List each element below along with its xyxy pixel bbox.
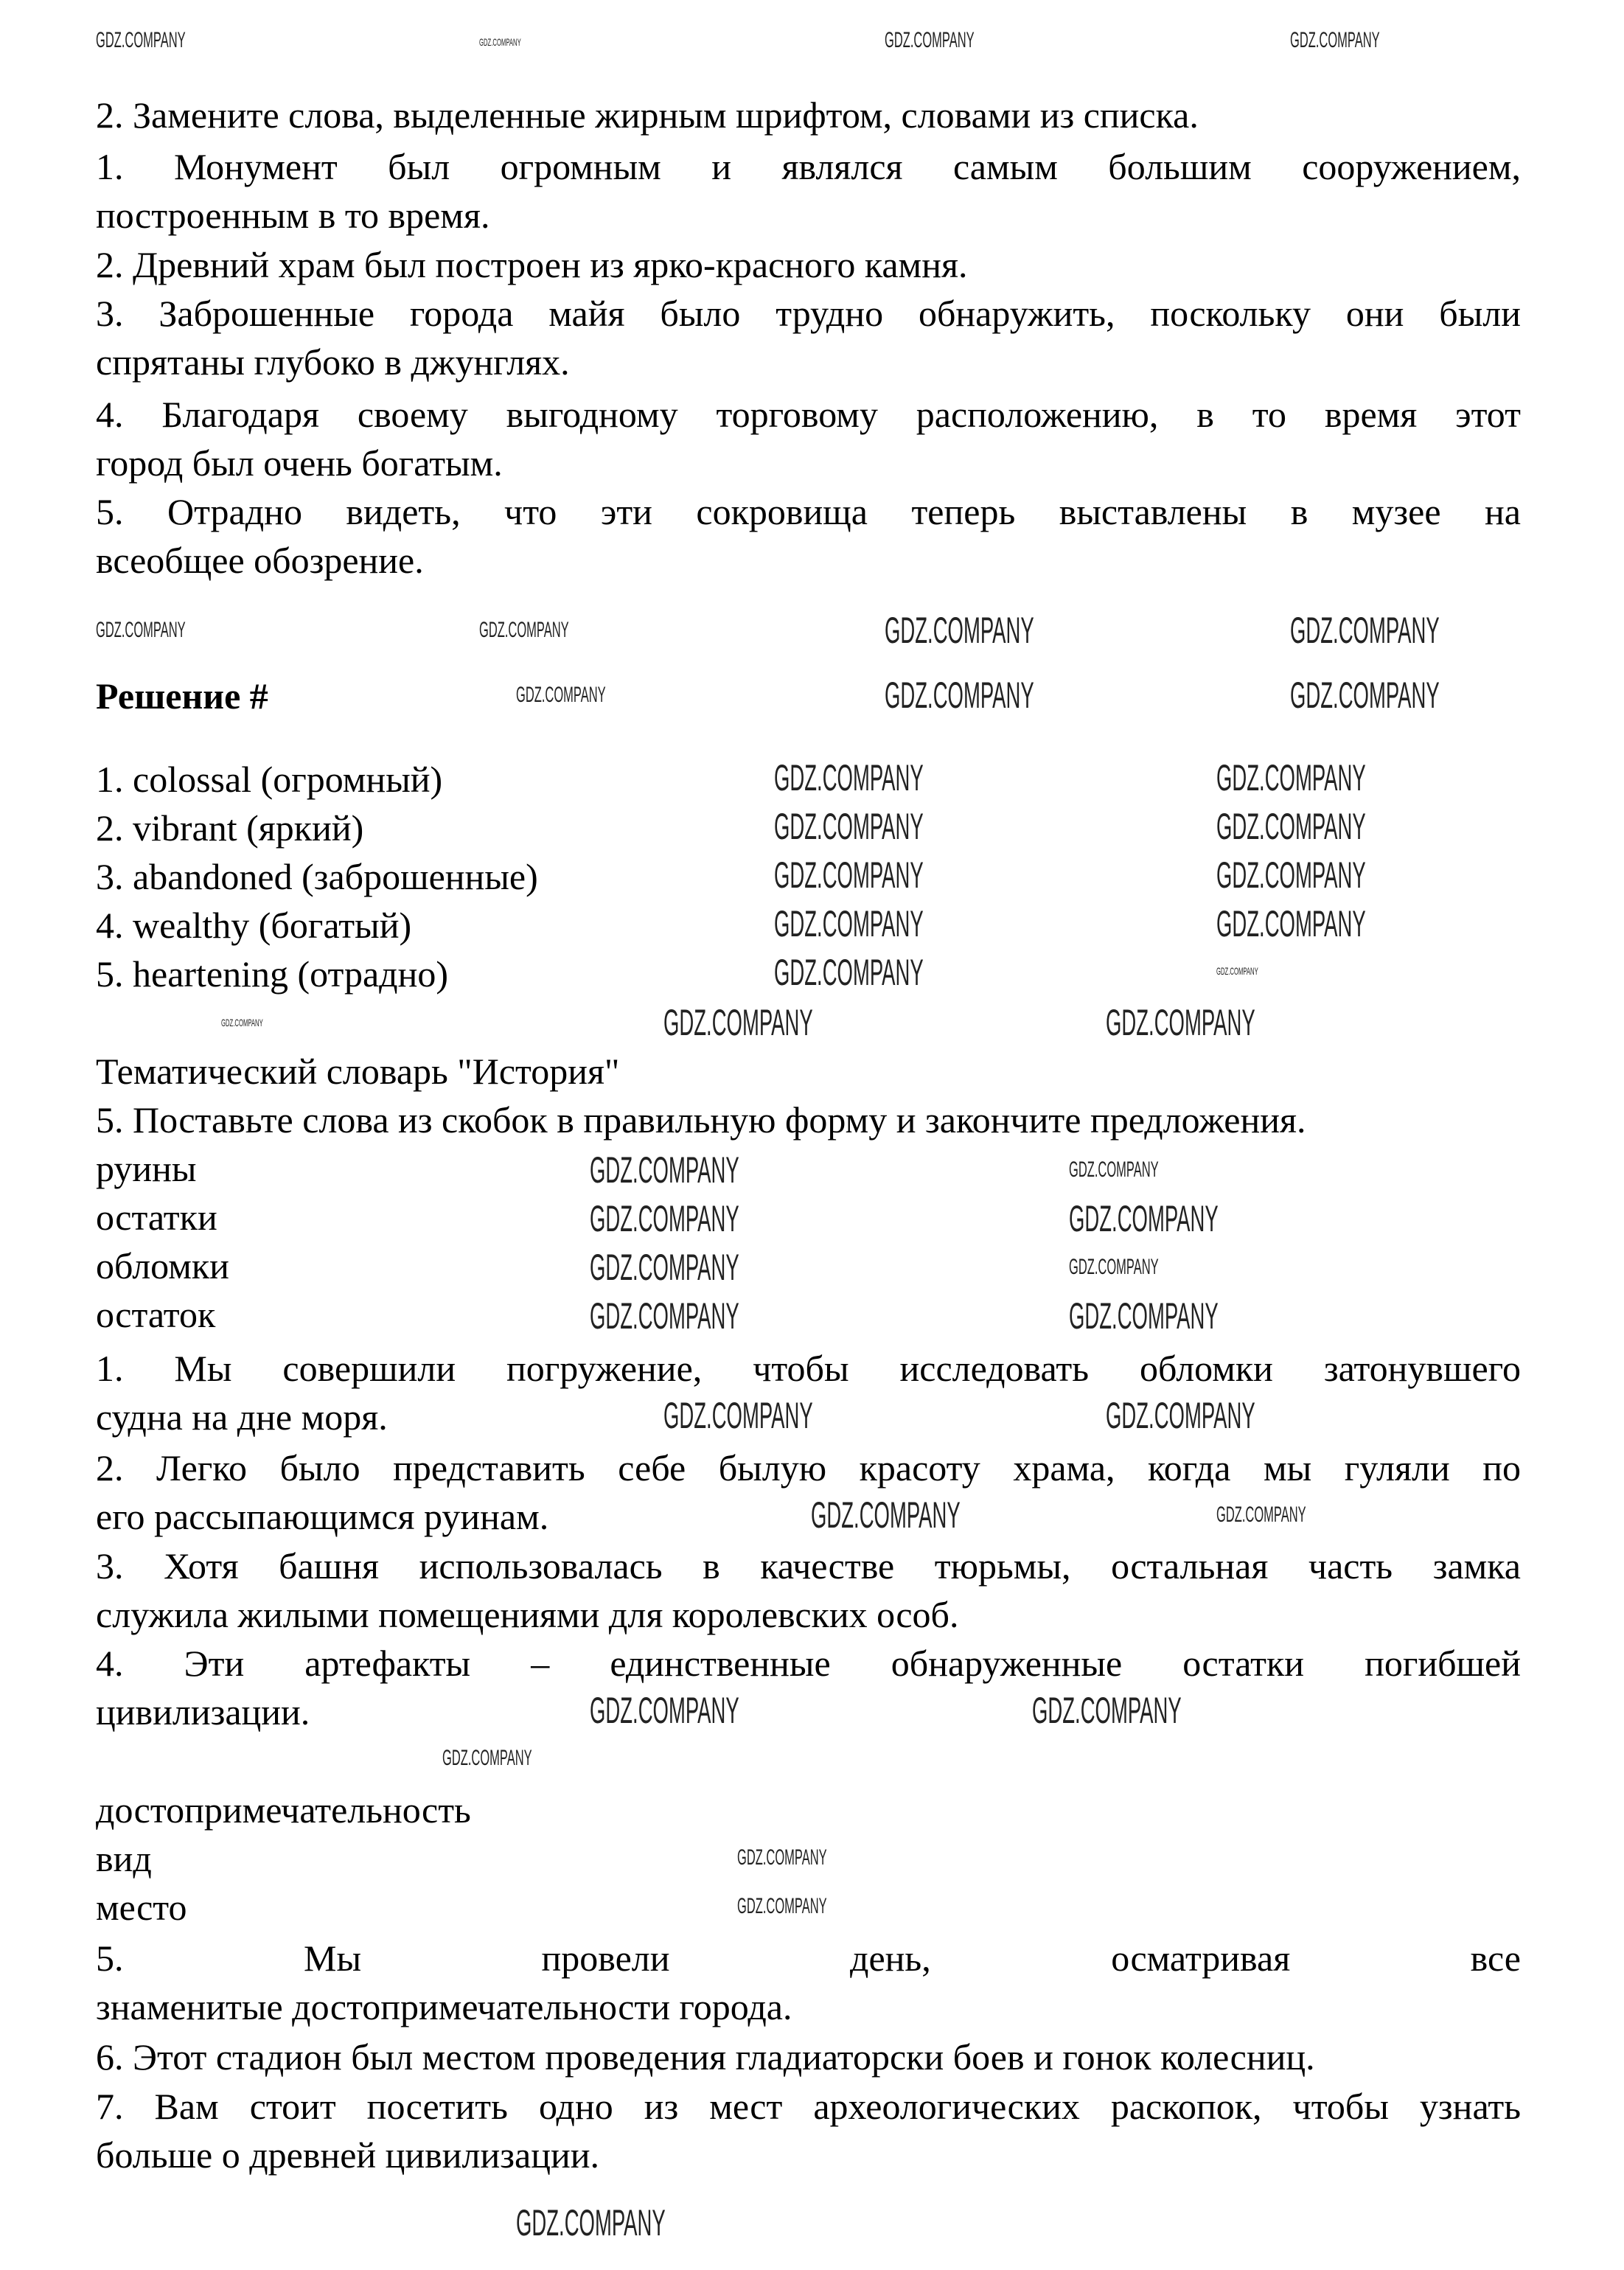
word: руины: [96, 1148, 197, 1189]
line: город был очень богатым.: [96, 442, 503, 484]
watermark: GDZ.COMPANY: [774, 952, 924, 993]
watermark: GDZ.COMPANY: [774, 806, 924, 847]
line: 2. Легко было представить себе былую красоту храма, когда мы гуляли по: [96, 1447, 1521, 1489]
word: остатки: [96, 1197, 217, 1238]
line: 4. Благодаря своему выгодному торговому расположению, в то время этот: [96, 394, 1521, 435]
watermark: GDZ.COMPANY: [1216, 965, 1258, 977]
watermark: GDZ.COMPANY: [1106, 1395, 1255, 1436]
watermark: GDZ.COMPANY: [479, 36, 521, 48]
task-title: [96, 91, 1521, 139]
line: 1. Монумент был огромным и являлся самым большим сооружением,: [96, 146, 1521, 187]
line: 7. Вам стоит посетить одно из мест археологических раскопок, чтобы узнать: [96, 2086, 1521, 2127]
task-item-5: [96, 487, 1521, 585]
watermark: GDZ.COMPANY: [663, 1395, 813, 1436]
watermark: GDZ.COMPANY: [590, 1247, 739, 1288]
task-item-3: [96, 289, 1521, 386]
line: 2. Древний храм был построен из ярко-красного камня.: [96, 244, 968, 285]
answer-item: 5. heartening (отрадно): [96, 953, 449, 995]
word: место: [96, 1887, 187, 1928]
task-title-text: 2. Замените слова, выделенные жирным шрифтом, словами из списка.: [96, 94, 1199, 136]
watermark: GDZ.COMPANY: [1069, 1198, 1219, 1239]
answer-item: 4. wealthy (богатый): [96, 905, 412, 946]
watermark: GDZ.COMPANY: [1290, 610, 1440, 651]
vocab-item-3: [96, 1542, 1521, 1639]
watermark: GDZ.COMPANY: [1216, 806, 1366, 847]
watermark: GDZ.COMPANY: [590, 1295, 739, 1337]
word-list-2: [96, 1786, 471, 1932]
answer-list: [96, 755, 538, 998]
watermark: GDZ.COMPANY: [1216, 854, 1366, 896]
watermark: GDZ.COMPANY: [1216, 1503, 1306, 1527]
word: обломки: [96, 1245, 229, 1287]
watermark: GDZ.COMPANY: [885, 675, 1034, 716]
line: судна на дне моря.: [96, 1396, 388, 1438]
task-item-4: [96, 390, 1521, 487]
answer-item: 2. vibrant (яркий): [96, 807, 364, 849]
line: больше о древней цивилизации.: [96, 2134, 599, 2176]
task-item-2: [96, 240, 1521, 289]
watermark: GDZ.COMPANY: [1069, 1295, 1219, 1337]
line: 1. Мы совершили погружение, чтобы исследовать обломки затонувшего: [96, 1348, 1521, 1389]
line: 3. Заброшенные города майя было трудно обнаружить, поскольку они были: [96, 293, 1521, 334]
word: вид: [96, 1838, 152, 1879]
watermark: GDZ.COMPANY: [442, 1746, 532, 1770]
watermark: GDZ.COMPANY: [1216, 903, 1366, 944]
line: служила жилыми помещениями для королевских особ.: [96, 1594, 959, 1635]
word: достопримечательность: [96, 1789, 471, 1831]
line: построенным в то время.: [96, 195, 490, 236]
task5-title: 5. Поставьте слова из скобок в правильную форму и закончите предложения.: [96, 1099, 1306, 1141]
watermark: GDZ.COMPANY: [516, 683, 606, 707]
watermark: GDZ.COMPANY: [1290, 675, 1440, 716]
watermark: GDZ.COMPANY: [663, 1002, 813, 1043]
watermark: GDZ.COMPANY: [96, 618, 186, 642]
answer-item: 1. colossal (огромный): [96, 759, 443, 800]
vocab-item-4: [96, 1639, 1521, 1736]
watermark: GDZ.COMPANY: [1069, 1255, 1159, 1279]
line: 6. Этот стадион был местом проведения гладиаторски боев и гонок колесниц.: [96, 2036, 1315, 2078]
watermark: GDZ.COMPANY: [590, 1149, 739, 1191]
watermark: GDZ.COMPANY: [1290, 28, 1380, 52]
vocab-item-6: [96, 2033, 1521, 2081]
word: остаток: [96, 1294, 216, 1335]
watermark: GDZ.COMPANY: [516, 2202, 666, 2243]
vocab-section: [96, 1047, 1521, 1339]
watermark: GDZ.COMPANY: [774, 903, 924, 944]
line: цивилизации.: [96, 1691, 310, 1733]
watermark: GDZ.COMPANY: [885, 28, 975, 52]
watermark: GDZ.COMPANY: [885, 610, 1034, 651]
line: знаменитые достопримечательности города.: [96, 1986, 792, 2027]
watermark: GDZ.COMPANY: [590, 1690, 739, 1731]
watermark: GDZ.COMPANY: [737, 1894, 827, 1918]
vocab-item-2: [96, 1444, 1521, 1541]
line: всеобщее обозрение.: [96, 540, 424, 581]
solution-heading-text: Решение #: [96, 675, 268, 717]
watermark: GDZ.COMPANY: [1069, 1157, 1159, 1182]
watermark: GDZ.COMPANY: [774, 854, 924, 896]
watermark: GDZ.COMPANY: [1216, 757, 1366, 798]
vocab-item-7: [96, 2082, 1521, 2179]
solution-heading: [96, 672, 268, 720]
watermark: GDZ.COMPANY: [774, 757, 924, 798]
line: 5. Мы провели день, осматривая все: [96, 1937, 1521, 1979]
line: его рассыпающимся руинам.: [96, 1496, 549, 1537]
vocab-item-5: [96, 1934, 1521, 2031]
watermark: GDZ.COMPANY: [1032, 1690, 1182, 1731]
watermark: GDZ.COMPANY: [737, 1845, 827, 1870]
watermark: GDZ.COMPANY: [479, 618, 569, 642]
task-item-1: [96, 142, 1521, 240]
line: 5. Отрадно видеть, что эти сокровища теперь выставлены в музее на: [96, 491, 1521, 532]
line: 3. Хотя башня использовалась в качестве тюрьмы, остальная часть замка: [96, 1545, 1521, 1587]
watermark: GDZ.COMPANY: [96, 28, 186, 52]
watermark: GDZ.COMPANY: [811, 1494, 961, 1536]
vocab-title: Тематический словарь "История": [96, 1051, 620, 1092]
watermark: GDZ.COMPANY: [221, 1017, 263, 1028]
line: 4. Эти артефакты – единственные обнаруженные остатки погибшей: [96, 1643, 1521, 1684]
watermark: GDZ.COMPANY: [590, 1198, 739, 1239]
line: спрятаны глубоко в джунглях.: [96, 341, 570, 383]
answer-item: 3. abandoned (заброшенные): [96, 856, 538, 897]
watermark: GDZ.COMPANY: [1106, 1002, 1255, 1043]
